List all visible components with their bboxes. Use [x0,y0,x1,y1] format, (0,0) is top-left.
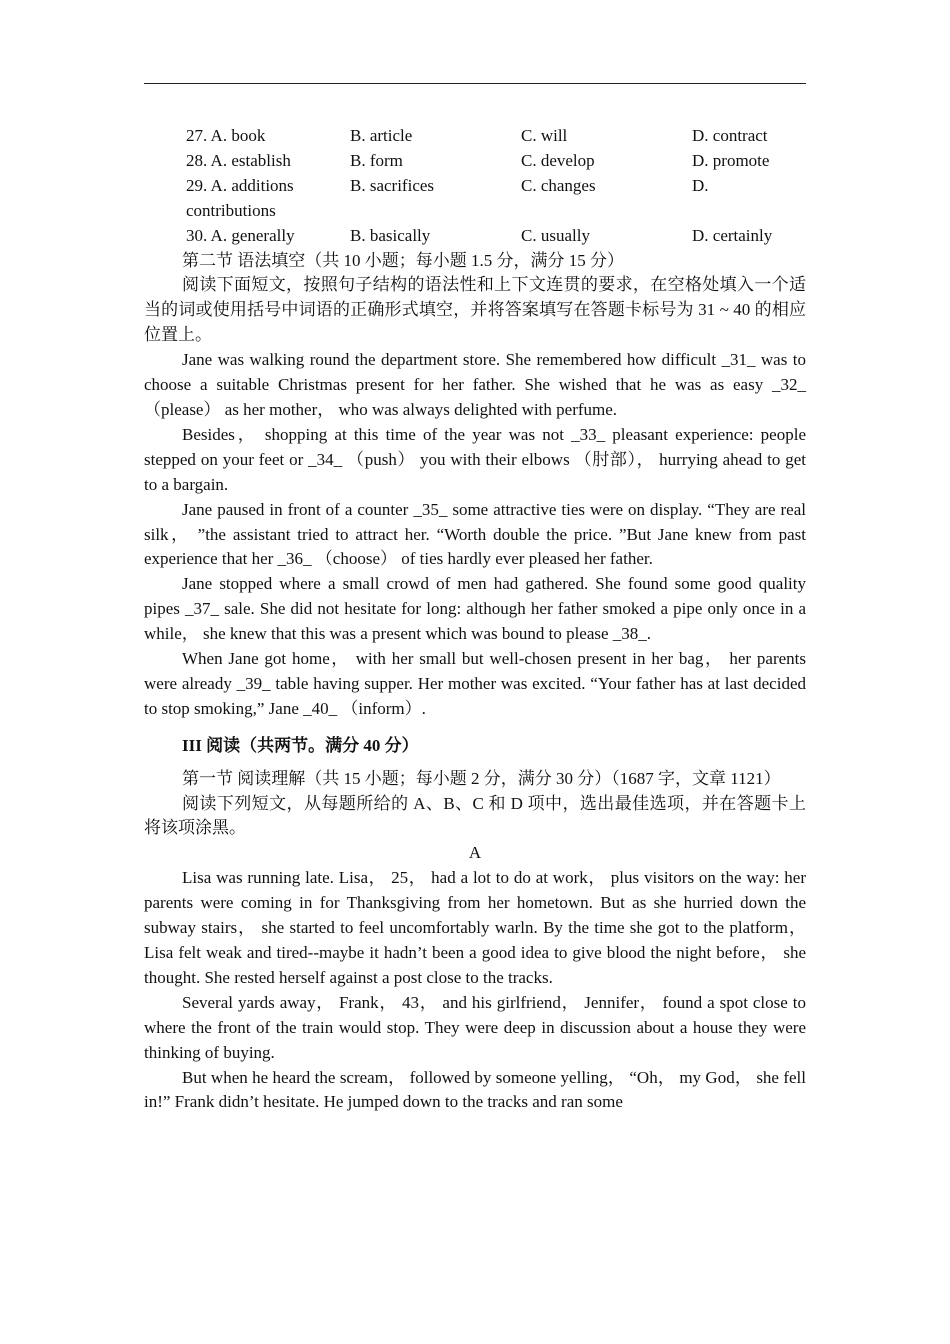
option-d: D. [692,175,709,195]
option-d: D. promote [692,150,770,170]
option-b: B. form [350,150,403,170]
option-a: 29. A. additions [186,175,294,195]
passage-paragraph: Several yards away， Frank， 43， and his girlfriend， Jennifer， found a spot close to where the front of the train would stop. They were deep in discussion about a house they were thinking of buying. [144,992,806,1062]
question-29-options [144,174,806,199]
option-c: C. usually [521,225,590,245]
option-b: B. basically [350,225,431,245]
option-c: C. changes [521,175,596,195]
question-28-options [144,149,806,174]
reading-section1-title: 第一节 阅读理解（共 15 小题；每小题 2 分，满分 30 分）（1687 字，文章 1121） [182,768,781,788]
cloze-paragraph: Jane stopped where a small crowd of men had gathered. She found some good quality pipes _37_ sale. She did not hesitate for long: although her father smoked a pipe only once in a while， she knew that this was a present which was bound to please _38_. [144,574,806,644]
option-c: C. will [521,126,568,145]
option-d: D. certainly [692,225,773,245]
reading-instruction: 阅读下列短文，从每题所给的 A、B、C 和 D 项中，选出最佳选项，并在答题卡上将该项涂黑。 [144,793,806,838]
option-b: B. sacrifices [350,175,435,195]
question-27-options [144,124,806,149]
cloze-paragraph: When Jane got home， with her small but well-chosen present in her bag， her parents were already _39_ table having supper. Her mother was excited. “Your father has at last decided to stop smoking,” Jane _40_ （inform）. [144,649,806,718]
cloze-paragraph: Jane paused in front of a counter _35_ some attractive ties were on display. “They are real silk， ”the assistant tried to attract her. “Worth double the price. ”But Jane knew from past experience that her _36_ （choose） of ties hardly ever pleased her father. [144,499,806,569]
section2-title: 第二节 语法填空（共 10 小题；每小题 1.5 分，满分 15 分） [182,250,624,270]
page-content [144,124,806,1115]
option-a: 28. A. establish [186,150,291,170]
option-29-d-continued: contributions [186,200,276,220]
option-a: 27. A. book [186,126,266,145]
passage-label: A [468,843,482,863]
cloze-paragraph: Jane was walking round the department store. She remembered how difficult _31_ was to choose a suitable Christmas present for her father. She wished that he was as easy _32_ （please） as her mother， who was always delighted with perfume. [144,350,806,419]
option-c: C. develop [521,150,595,170]
passage-paragraph: Lisa was running late. Lisa， 25， had a lot to do at work， plus visitors on the way: her parents were coming in for Thanksgiving from her hometown. But as she hurried down the subway stairs， she started to feel uncomfortably warln. By the time she got to the platform， Lisa felt weak and tired--maybe it hadn’t been a good idea to give blood the night before， she thought. She rested herself against a post close to the tracks. [144,868,806,987]
section2-instruction: 阅读下面短文，按照句子结构的语法性和上下文连贯的要求，在空格处填入一个适当的词或使用括号中词语的正确形式填空，并将答案填写在答题卡标号为 31 ~ 40 的相应位置上。 [144,275,806,345]
option-b: B. article [350,126,413,145]
cloze-paragraph: Besides， shopping at this time of the year was not _33_ pleasant experience: people stepped on your feet or _34_ （push） you with their elbows （肘部）， hurrying ahead to get to a bargain. [144,424,806,494]
header-rule [144,83,806,84]
passage-paragraph: But when he heard the scream， followed by someone yelling， “Oh， my God， she fell in!” Frank didn’t hesitate. He jumped down to the tracks and ran some [144,1067,806,1112]
part3-heading: III 阅读（共两节。满分 40 分） [182,735,419,755]
option-a: 30. A. generally [186,225,295,245]
option-d: D. contract [692,126,768,145]
question-30-options [144,224,806,249]
